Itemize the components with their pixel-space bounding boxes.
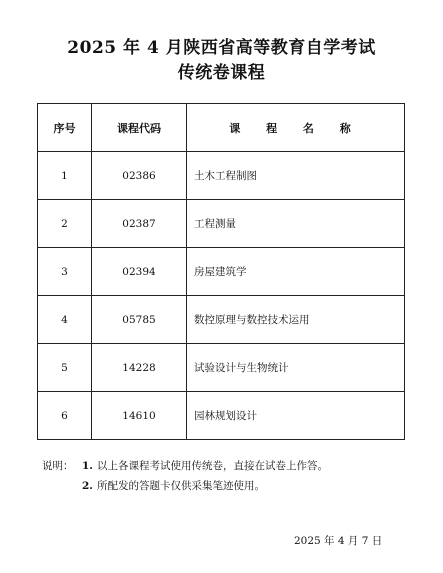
notes-indent [42, 476, 82, 496]
note-item [42, 456, 328, 476]
document-subtitle: 传统卷课程 [177, 63, 266, 83]
row-course-code: 02387 [92, 200, 187, 248]
row-number: 3 [38, 248, 92, 296]
row-course-code: 02386 [92, 152, 187, 200]
table-row [38, 248, 405, 296]
row-number: 2 [38, 200, 92, 248]
header-course-code: 课程代码 [92, 104, 187, 152]
note-number: 1. [82, 460, 93, 472]
row-course-name: 房屋建筑学 [187, 248, 405, 296]
row-course-code: 02394 [92, 248, 187, 296]
row-course-code: 05785 [92, 296, 187, 344]
course-table [37, 103, 405, 440]
header-number: 序号 [38, 104, 92, 152]
note-item [42, 476, 328, 496]
row-number: 6 [38, 392, 92, 440]
table-row [38, 296, 405, 344]
row-number: 5 [38, 344, 92, 392]
table-row [38, 200, 405, 248]
document-date: 2025 年 4 月 7 日 [294, 535, 383, 547]
notes-label: 说明： [42, 460, 74, 472]
table-row [38, 392, 405, 440]
table-row [38, 152, 405, 200]
note-text: 以上各课程考试使用传统卷，直接在试卷上作答。 [96, 460, 328, 472]
row-course-name: 土木工程制图 [187, 152, 405, 200]
document-title: 2025 年 4 月陕西省高等教育自学考试 [67, 38, 376, 58]
row-course-name: 工程测量 [187, 200, 405, 248]
note-number: 2. [82, 480, 93, 492]
row-number: 4 [38, 296, 92, 344]
table-header-row [38, 104, 405, 152]
row-number: 1 [38, 152, 92, 200]
table-row [38, 344, 405, 392]
notes-section [42, 456, 328, 496]
row-course-name: 园林规划设计 [187, 392, 405, 440]
row-course-code: 14228 [92, 344, 187, 392]
row-course-name: 试验设计与生物统计 [187, 344, 405, 392]
header-course-name: 课 程 名 称 [187, 104, 405, 152]
note-text: 所配发的答题卡仅供采集笔迹使用。 [96, 480, 265, 492]
row-course-code: 14610 [92, 392, 187, 440]
row-course-name: 数控原理与数控技术运用 [187, 296, 405, 344]
